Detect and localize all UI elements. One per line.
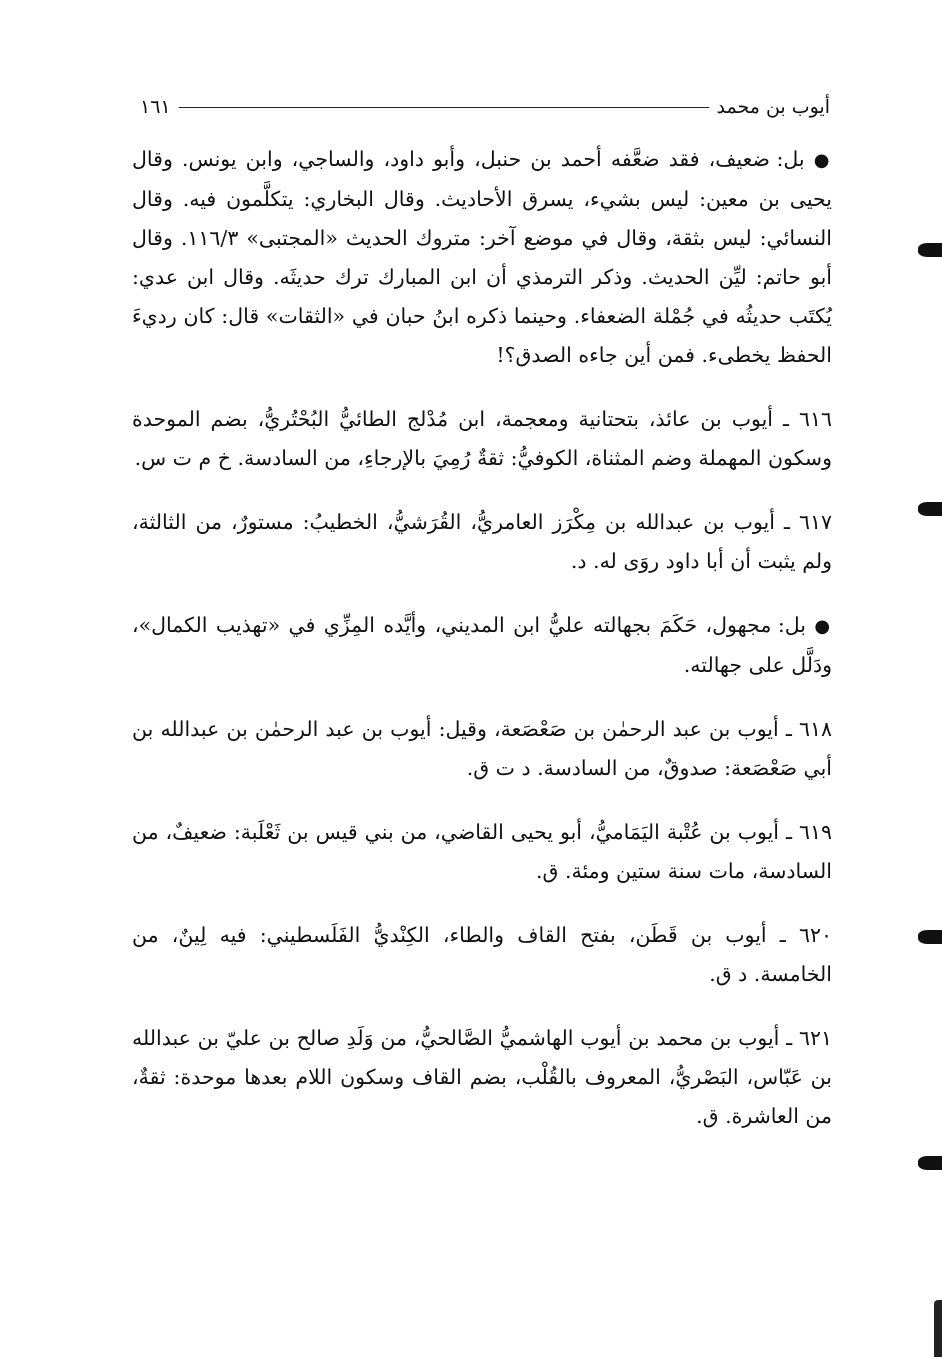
entry-616 (132, 400, 832, 478)
paragraph-text: ٦٢١ ـ أيوب بن محمد بن أيوب الهاشميُّ الصَّالحيُّ، من وَلَدِ صالح بن عليّ بن عبدالله بن عَبّاس، البَصْريُّ، المعروف بالقُلْب، بضم القاف وسكون اللام بعدها موحدة: ثقةٌ، من العاشرة. ق. (132, 1026, 832, 1128)
paragraph-text: ٦١٨ ـ أيوب بن عبد الرحمٰن بن صَعْصَعة، وقيل: أيوب بن عبد الرحمٰن بن عبدالله بن أبي صَعْصَعة: صدوقٌ، من السادسة. د ت ق. (132, 717, 832, 780)
margin-mark (918, 502, 942, 516)
entry-619 (132, 813, 832, 891)
paragraph-text: ٦٢٠ ـ أيوب بن قَطَن، بفتح القاف والطاء، الكِنْديُّ الفَلَسطيني: فيه لِينٌ، من الخامسة. د ق. (132, 923, 832, 986)
entry-620 (132, 916, 832, 994)
paragraph-commentary (132, 606, 832, 685)
entry-618 (132, 710, 832, 788)
entry-621 (132, 1019, 832, 1136)
header-rule (179, 107, 709, 108)
paragraph-text: بل: مجهول، حَكَمَ بجهالته عليُّ ابن المديني، وأيَّده المِزِّي في «تهذيب الكمال»، ودَلَّل على جهالته. (132, 613, 832, 677)
scan-edge-mark (934, 1300, 942, 1357)
paragraph-text: ٦١٧ ـ أيوب بن عبدالله بن مِكْرَز العامريُّ، القُرَشيُّ، الخطيبُ: مستورٌ، من الثالثة، ولم يثبت أن أبا داود روَى له. د. (132, 510, 832, 573)
bullet-icon: ● (814, 616, 832, 637)
margin-mark (918, 1156, 942, 1170)
body-text (132, 140, 832, 1136)
paragraph-text: ٦١٩ ـ أيوب بن عُتْبة اليَمَاميُّ، أبو يحيى القاضي، من بني قيس بن ثَعْلَبة: ضعيفٌ، من السادسة، مات سنة ستين ومئة. ق. (132, 820, 832, 883)
paragraph-text: بل: ضعيف، فقد ضعَّفه أحمد بن حنبل، وأبو داود، والساجي، وابن يونس. وقال يحيى بن معين: ليس بشيء، يسرق الأحاديث. وقال البخاري: يتكلَّمون فيه. وقال النسائي: ليس بثقة، وقال في موضع آخر: متروك الحديث «المجتبى» ١١٦/٣. وقال أبو حاتم: ليِّن الحديث. وذكر الترمذي أن ابن المبارك ترك حديثَه. وقال ابن عدي: يُكتَب حديثُه في جُمْلة الضعفاء. وحينما ذكره ابنُ حبان في «الثقات» قال: كان رديءَ الحفظ يخطىء. فمن أين جاءه الصدق؟! (132, 147, 833, 367)
page-number: ١٦١ (140, 96, 171, 118)
paragraph-text: ٦١٦ ـ أيوب بن عائذ، بتحتانية ومعجمة، ابن مُدْلج الطائيُّ البُحْتُريُّ، بضم الموحدة وسكون المهملة وضم المثناة، الكوفيُّ: ثقةٌ رُمِيَ بالإرجاءِ، من السادسة. خ م ت س. (132, 407, 832, 470)
margin-mark (918, 930, 942, 944)
page-header (140, 92, 830, 122)
running-title: أيوب بن محمد (716, 96, 830, 118)
margin-mark (918, 243, 942, 257)
bullet-icon: ● (813, 150, 832, 171)
entry-617 (132, 503, 832, 581)
paragraph-commentary (132, 140, 832, 375)
